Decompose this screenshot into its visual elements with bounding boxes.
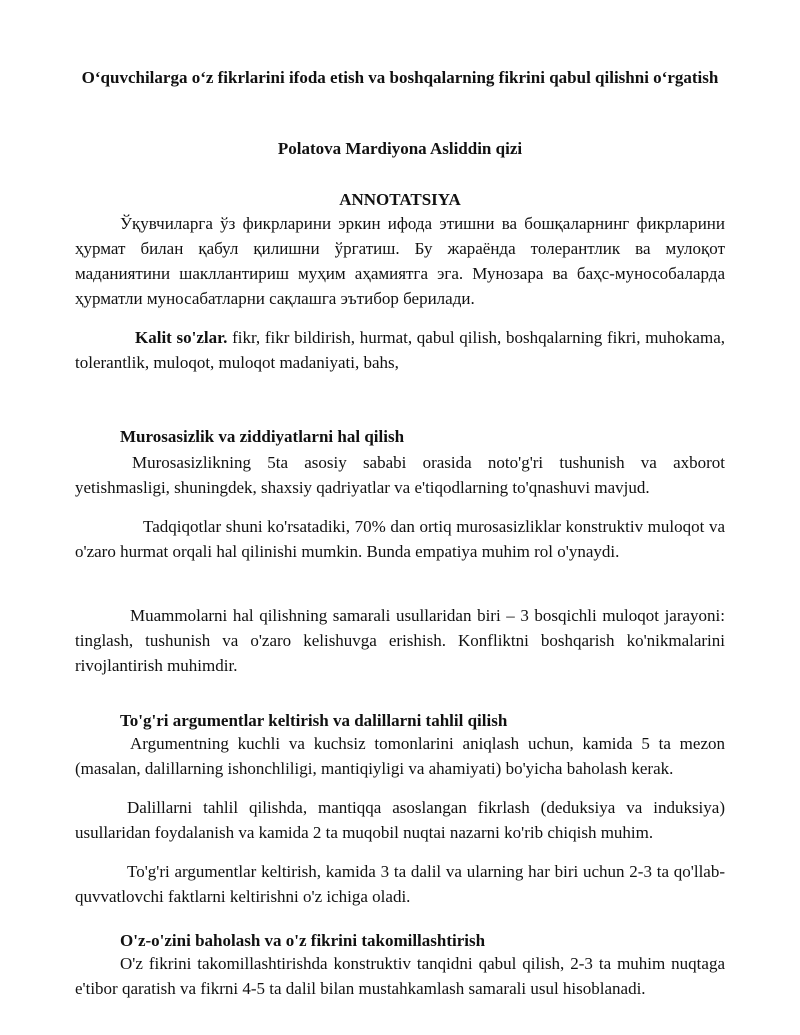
- annotation-heading: ANNOTATSIYA: [339, 190, 461, 209]
- section-heading: Murosasizlik va ziddiyatlarni hal qilish: [120, 427, 405, 446]
- keywords-text: fikr, fikr bildirish, hurmat, qabul qilish, boshqalarning fikri, muhokama, tolerantlik, muloqot, muloqot madaniyati, bahs,: [75, 328, 725, 372]
- section-paragraph: O'z fikrini takomillashtirishda konstruktiv tanqidni qabul qilish, 2-3 ta muhim nuqtaga e'tibor qaratish va fikrni 4-5 ta dalil bilan mustahkamlash samarali usul hisoblanadi.: [75, 954, 725, 998]
- section-paragraph: To'g'ri argumentlar keltirish, kamida 3 ta dalil va ularning har biri uchun 2-3 ta qo'llab-quvvatlovchi faktlarni keltirishni o'z ichiga oladi.: [75, 862, 725, 906]
- section-paragraph: Dalillarni tahlil qilishda, mantiqqa asoslangan fikrlash (deduksiya va induksiya) usullaridan foydalanish va kamida 2 ta muqobil nuqtai nazarni ko'rib chiqish muhim.: [75, 798, 725, 842]
- section-paragraph: Tadqiqotlar shuni ko'rsatadiki, 70% dan ortiq murosasizliklar konstruktiv muloqot va o'zaro hurmat orqali hal qilinishi mumkin. Bunda empatiya muhim rol o'ynaydi.: [75, 517, 725, 561]
- author-name: Polatova Mardiyona Asliddin qizi: [277, 139, 523, 158]
- section-heading: To'g'ri argumentlar keltirish va dalillarni tahlil qilish: [120, 711, 508, 730]
- keywords-paragraph: [75, 325, 725, 375]
- section-paragraph: Muammolarni hal qilishning samarali usullaridan biri – 3 bosqichli muloqot jarayoni: tinglash, tushunish va o'zaro kelishuvga erishish. Konfliktni boshqarish ko'nikmalarini rivojlantirish muhimdir.: [75, 606, 725, 675]
- section-heading: O'z-o'zini baholash va o'z fikrini takomillashtirish: [120, 931, 486, 950]
- section-paragraph: Argumentning kuchli va kuchsiz tomonlarini aniqlash uchun, kamida 5 ta mezon (masalan, dalillarning ishonchliligi, mantiqiyligi va ahamiyati) bo'yicha baholash kerak.: [75, 734, 725, 778]
- section-paragraph: Murosasizlikning 5ta asosiy sababi orasida noto'g'ri tushunish va axborot yetishmasligi, shuningdek, shaxsiy qadriyatlar va e'tiqodlarning to'qnashuvi mavjud.: [75, 453, 725, 497]
- document-title: O‘quvchilarga o‘z fikrlarini ifoda etish va boshqalarning fikrini qabul qilishni o‘rgatish: [81, 68, 719, 87]
- keywords-label: Kalit so'zlar.: [135, 328, 228, 347]
- annotation-text: Ўқувчиларга ўз фикрларини эркин ифода этишни ва бошқаларнинг фикрларини ҳурмат билан қабул қилишни ўргатиш. Бу жараёнда толерантлик ва мулоқот маданиятини шакллантириш муҳим аҳамиятга эга. Мунозара ва баҳс-мунособаларда ҳурматли муносабатларни сақлашга эътибор берилади.: [75, 214, 725, 308]
